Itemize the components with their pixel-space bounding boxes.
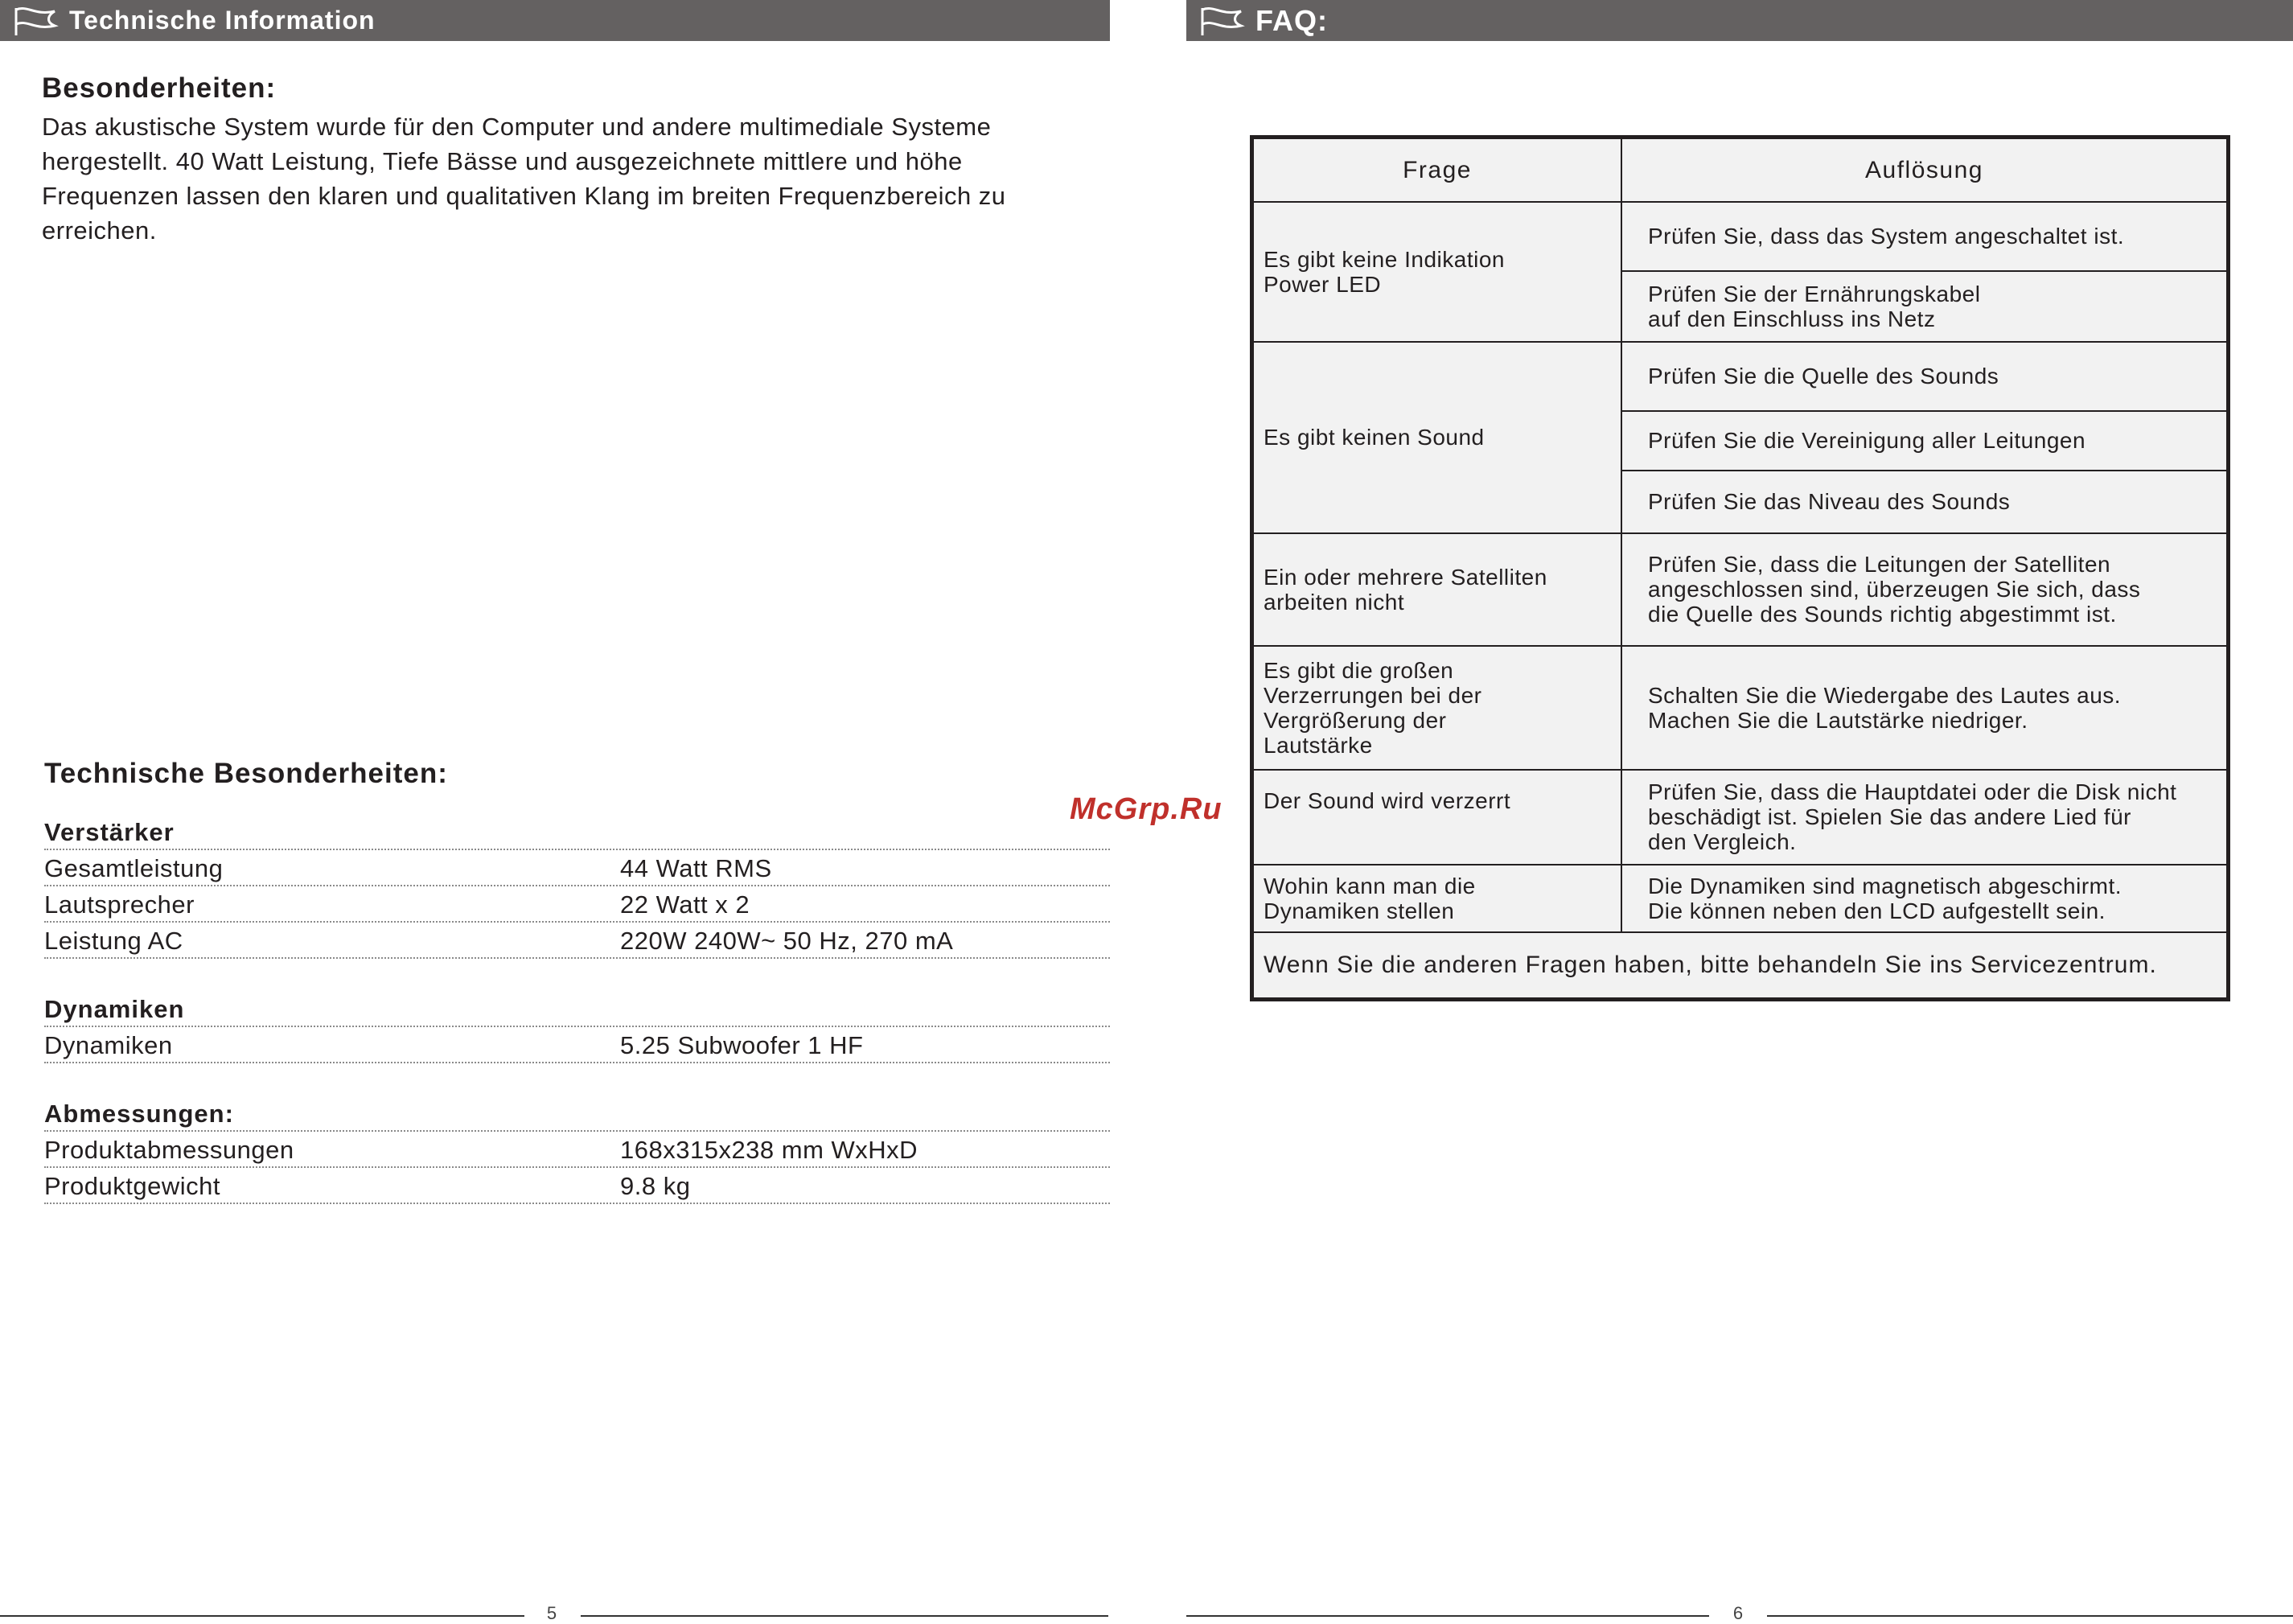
header-title: FAQ: [1255,3,1328,37]
flag-icon [11,5,60,37]
faq-answer: Schalten Sie die Wiedergabe des Lautes aus. Machen Sie die Lautstärke niedriger. [1621,646,2229,770]
watermark: McGrp.Ru [1070,792,1223,826]
column-header-answer: Auflösung [1621,138,2229,202]
page-number: 6 [1732,1603,1744,1623]
table-footer-row [1252,932,2229,1000]
faq-question: Wohin kann man die Dynamiken stellen [1252,865,1622,932]
faq-answer: Prüfen Sie das Niveau des Sounds [1621,471,2229,533]
faq-footer-note: Wenn Sie die anderen Fragen haben, bitte behandeln Sie ins Servicezentrum. [1252,932,2229,1000]
page-number: 5 [546,1603,557,1623]
section-header-bar [0,0,1110,41]
features-heading: Besonderheiten: [42,72,277,104]
faq-question: Es gibt keine Indikation Power LED [1252,202,1622,342]
features-text: Das akustische System wurde für den Computer und andere multimediale Systeme hergestellt. 40 Watt Leistung, Tiefe Bässe und ausgezeichnete mittlere und höhe Frequenzen lassen den klaren und qualitativen Klang im breiten Frequenzbereich zu erreichen. [42,113,1006,245]
table-row [1252,865,2229,932]
table-row [1252,202,2229,271]
table-row [1252,770,2229,865]
spec-group-title: Dynamiken [44,995,185,1023]
table-row [1252,342,2229,411]
footer-rule [1767,1615,2293,1617]
faq-table [1250,135,2230,1001]
spec-row: Leistung AC 220W 240W~ 50 Hz, 270 mA [44,921,1110,959]
faq-question: Es gibt die großen Verzerrungen bei der Vergrößerung der Lautstärke [1252,646,1622,770]
flag-icon [1198,5,1246,37]
footer-rule [581,1615,1108,1617]
section-header-bar [1186,0,2293,41]
faq-answer: Prüfen Sie, dass das System angeschaltet ist. [1621,202,2229,271]
table-row [1252,646,2229,770]
faq-answer: Prüfen Sie die Vereinigung aller Leitungen [1621,411,2229,471]
column-header-question: Frage [1252,138,1622,202]
spec-row: Produktabmessungen 168x315x238 mm WxHxD [44,1130,1110,1166]
faq-answer: Prüfen Sie die Quelle des Sounds [1621,342,2229,411]
faq-answer: Prüfen Sie der Ernährungskabel auf den Einschluss ins Netz [1621,271,2229,342]
faq-answer: Die Dynamiken sind magnetisch abgeschirmt. Die können neben den LCD aufgestellt sein. [1621,865,2229,932]
page-left [0,0,1110,1624]
faq-question: Ein oder mehrere Satelliten arbeiten nicht [1252,533,1622,646]
faq-answer: Prüfen Sie, dass die Hauptdatei oder die Disk nicht beschädigt ist. Spielen Sie das andere Lied für den Vergleich. [1621,770,2229,865]
table-header-row [1252,138,2229,202]
spec-row: Produktgewicht 9.8 kg [44,1166,1110,1204]
page-right [1186,0,2293,1624]
spec-row: Lautsprecher 22 Watt x 2 [44,885,1110,921]
spec-row: Gesamtleistung 44 Watt RMS [44,849,1110,885]
header-title: Technische Information [69,6,376,35]
footer-rule [1186,1615,1709,1617]
tech-heading: Technische Besonderheiten: [44,758,448,789]
footer-rule [0,1615,524,1617]
faq-answer: Prüfen Sie, dass die Leitungen der Satelliten angeschlossen sind, überzeugen Sie sich, dass die Quelle des Sounds richtig abgestimmt ist. [1621,533,2229,646]
spec-table [44,814,1110,1204]
spec-group-title: Abmessungen: [44,1100,234,1128]
faq-question: Es gibt keinen Sound [1252,342,1622,533]
spec-group-title: Verstärker [44,818,175,846]
spec-row: Dynamiken 5.25 Subwoofer 1 HF [44,1026,1110,1063]
table-row [1252,533,2229,646]
faq-question: Der Sound wird verzerrt [1252,770,1622,865]
